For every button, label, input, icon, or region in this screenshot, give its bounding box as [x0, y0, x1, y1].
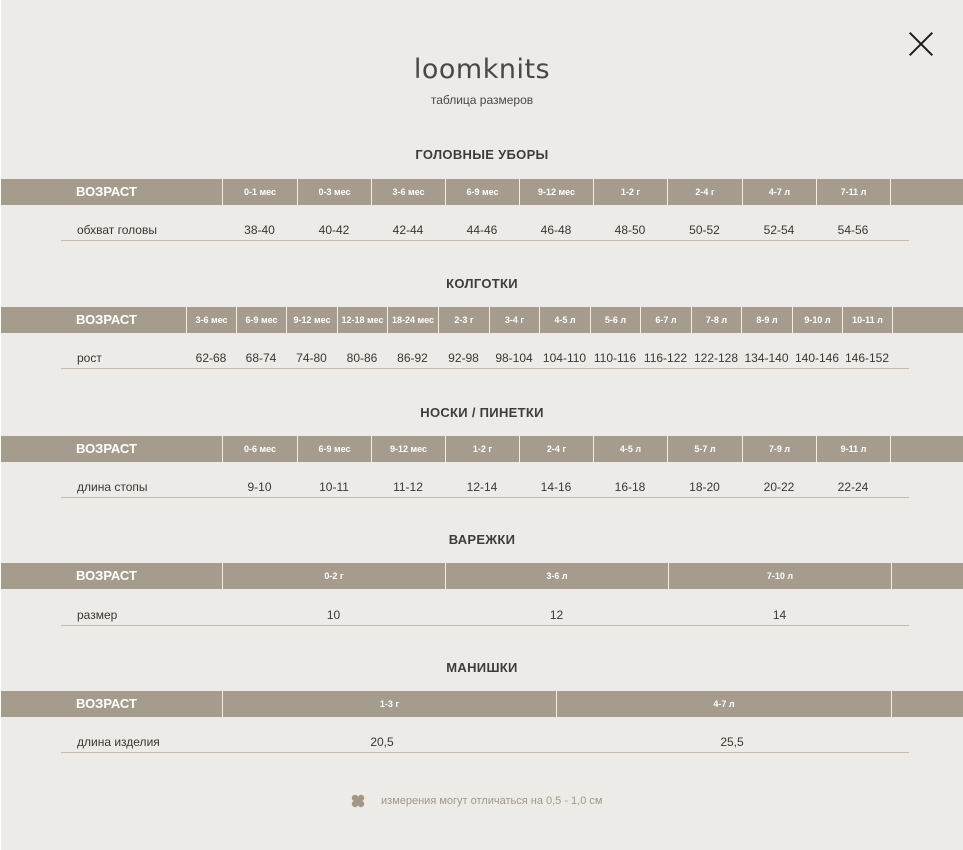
age-header-row	[1, 307, 963, 333]
size-value: 46-48	[540, 223, 572, 237]
age-column: 4-7 л	[742, 179, 816, 205]
size-value: 54-56	[837, 223, 869, 237]
size-value: 18-20	[689, 480, 720, 494]
size-value: 16-18	[614, 480, 646, 494]
age-column: 6-9 мес	[297, 436, 371, 462]
row-label: размер	[77, 608, 118, 622]
age-header-label: ВОЗРАСТ	[76, 312, 137, 327]
age-column: 0-6 мес	[222, 436, 297, 462]
page-subtitle: таблица размеров	[430, 93, 534, 107]
section-title-hats: ГОЛОВНЫЕ УБОРЫ	[415, 147, 549, 162]
size-value: 48-50	[614, 223, 646, 237]
size-value: 74-80	[296, 351, 327, 365]
row-divider	[61, 625, 909, 626]
size-value: 12-14	[466, 480, 498, 494]
age-column: 3-6 мес	[186, 307, 236, 333]
age-column: 6-7 л	[640, 307, 691, 333]
age-column: 2-3 г	[438, 307, 489, 333]
age-column: 7-9 л	[742, 436, 816, 462]
size-value: 20,5	[370, 735, 394, 749]
size-value: 116-122	[643, 351, 688, 365]
age-column: 3-6 мес	[371, 179, 445, 205]
age-column: 9-12 мес	[371, 436, 445, 462]
size-value: 20-22	[763, 480, 795, 494]
size-value: 122-128	[693, 351, 739, 365]
age-column: 7-10 л	[668, 563, 891, 589]
row-divider	[61, 368, 909, 369]
size-value: 40-42	[318, 223, 350, 237]
age-header-row	[1, 691, 963, 717]
age-column: 0-3 мес	[297, 179, 371, 205]
size-value: 68-74	[245, 351, 277, 365]
age-column: 1-3 г	[222, 691, 556, 717]
age-column: 5-7 л	[667, 436, 742, 462]
age-column: 5-6 л	[590, 307, 640, 333]
size-value: 14-16	[540, 480, 572, 494]
age-column: 4-7 л	[556, 691, 891, 717]
size-value: 146-152	[844, 351, 890, 365]
age-column-empty	[892, 307, 963, 333]
age-column: 10-11 л	[842, 307, 892, 333]
age-column: 18-24 мес	[387, 307, 438, 333]
size-value: 140-146	[794, 351, 840, 365]
age-header-row	[1, 179, 963, 205]
footer-note-text: измерения могут отличаться на 0,5 - 1,0 см	[381, 795, 603, 807]
section-title-dickeys: МАНИШКИ	[446, 660, 518, 675]
age-column-empty	[891, 563, 963, 589]
size-value: 38-40	[244, 223, 275, 237]
age-column-empty	[891, 691, 963, 717]
age-column: 4-5 л	[539, 307, 590, 333]
size-value: 25,5	[720, 735, 744, 749]
age-column-empty	[890, 436, 963, 462]
age-column: 2-4 г	[519, 436, 593, 462]
size-value: 98-104	[495, 351, 533, 365]
age-column: 9-12 мес	[286, 307, 337, 333]
size-value: 50-52	[689, 223, 720, 237]
size-value: 10	[326, 608, 341, 622]
size-value: 10-11	[319, 480, 349, 494]
age-header-row	[1, 563, 963, 589]
age-column: 4-5 л	[593, 436, 667, 462]
size-value: 14	[772, 608, 787, 622]
age-column: 3-4 г	[489, 307, 539, 333]
row-label: рост	[77, 351, 102, 365]
age-column: 9-10 л	[792, 307, 842, 333]
size-value: 92-98	[448, 351, 479, 365]
age-column: 12-18 мес	[337, 307, 387, 333]
age-header-label: ВОЗРАСТ	[76, 568, 137, 583]
clover-icon	[351, 794, 365, 808]
age-header-label: ВОЗРАСТ	[76, 696, 137, 711]
size-value: 12	[549, 608, 564, 622]
age-column: 7-8 л	[691, 307, 741, 333]
size-value: 44-46	[466, 223, 498, 237]
size-value: 80-86	[346, 351, 378, 365]
size-value: 22-24	[837, 480, 869, 494]
size-value: 104-110	[542, 351, 587, 365]
row-label: обхват головы	[77, 223, 157, 237]
size-value: 52-54	[763, 223, 795, 237]
size-value: 42-44	[392, 223, 424, 237]
age-column: 9-11 л	[816, 436, 890, 462]
section-title-tights: КОЛГОТКИ	[446, 276, 518, 291]
age-column: 6-9 мес	[236, 307, 286, 333]
age-column-empty	[890, 179, 963, 205]
size-value: 86-92	[397, 351, 428, 365]
age-column: 0-1 мес	[222, 179, 297, 205]
age-column: 1-2 г	[593, 179, 667, 205]
age-column: 7-11 л	[816, 179, 890, 205]
age-column: 0-2 г	[222, 563, 445, 589]
size-value: 62-68	[195, 351, 227, 365]
size-value: 11-12	[393, 480, 423, 494]
age-header-label: ВОЗРАСТ	[76, 184, 137, 199]
size-value: 9-10	[247, 480, 272, 494]
section-title-mittens: ВАРЕЖКИ	[448, 532, 516, 547]
brand-logo: loomknits	[413, 54, 551, 85]
age-column: 2-4 г	[667, 179, 742, 205]
age-column: 1-2 г	[445, 436, 519, 462]
age-header-row	[1, 436, 963, 462]
age-column: 8-9 л	[741, 307, 792, 333]
row-divider	[61, 497, 909, 498]
row-label: длина стопы	[77, 480, 148, 494]
age-header-label: ВОЗРАСТ	[76, 441, 137, 456]
row-divider	[61, 752, 909, 753]
size-value: 110-116	[593, 351, 637, 365]
row-label: длина изделия	[77, 735, 160, 749]
size-value: 134-140	[744, 351, 789, 365]
age-column: 6-9 мес	[445, 179, 519, 205]
size-chart-modal	[1, 0, 963, 850]
age-column: 9-12 мес	[519, 179, 593, 205]
row-divider	[61, 240, 909, 241]
section-title-socks: НОСКИ / ПИНЕТКИ	[420, 405, 544, 420]
age-column: 3-6 л	[445, 563, 668, 589]
